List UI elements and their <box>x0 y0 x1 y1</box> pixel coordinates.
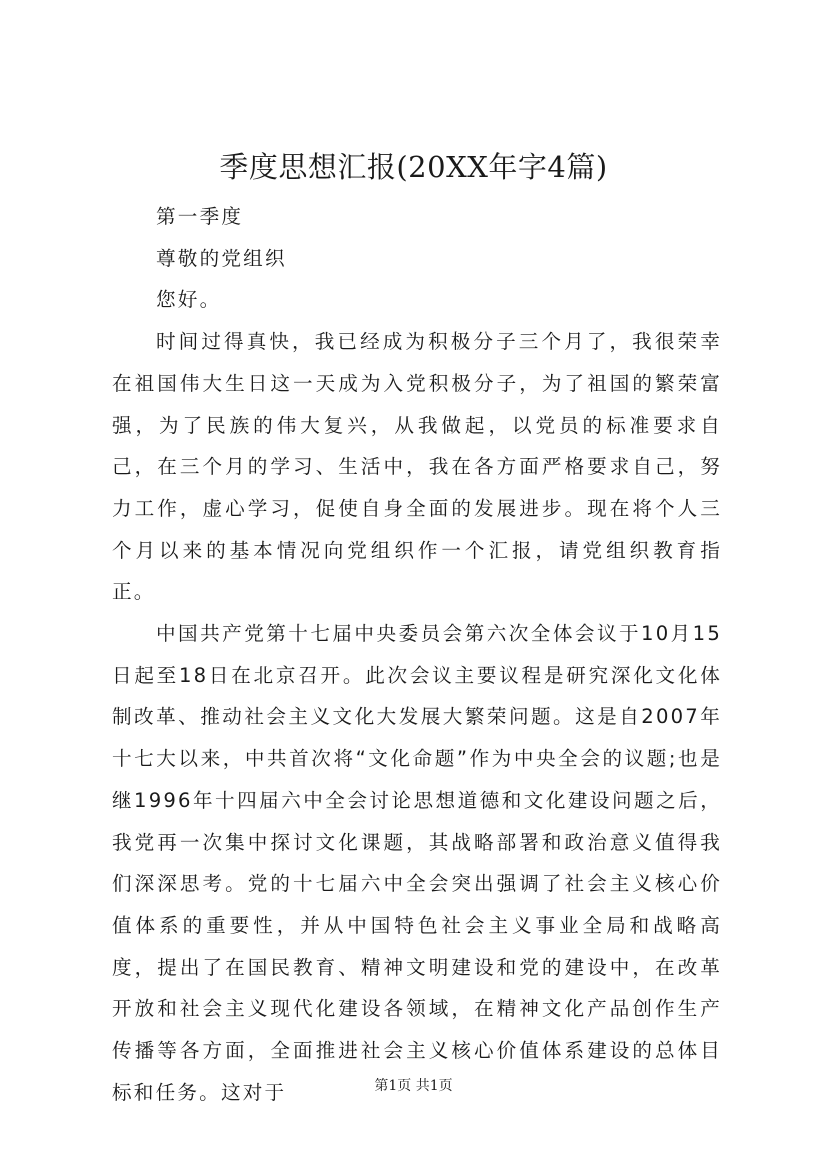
salutation: 尊敬的党组织 <box>156 246 287 270</box>
greeting: 您好。 <box>156 288 222 312</box>
body-paragraph: 时间过得真快，我已经成为积极分子三个月了，我很荣幸在祖国伟大生日这一天成为入党积极分子，为了祖国的繁荣富强，为了民族的伟大复兴，从我做起，以党员的标准要求自己，在三个月的学习、生活中，我在各方面严格要求自己，努力工作，虚心学习，促使自身全面的发展进步。现在将个人三个月以来的基本情况向党组织作一个汇报，请党组织教育指正。 <box>112 330 722 604</box>
document-title: 季度思想汇报(20XX年字4篇) <box>219 150 608 184</box>
section-heading: 第一季度 <box>156 205 244 228</box>
page-footer: 第1页 共1页 <box>374 1078 453 1094</box>
body-paragraph: 中国共产党第十七届中央委员会第六次全体会议于10月15日起至18日在北京召开。此次会议主要议程是研究深化文化体制改革、推动社会主义文化大发展大繁荣问题。这是自2007年十七大以来，中共首次将“文化命题”作为中央全会的议题;也是继1996年十四届六中全会讨论思想道德和文化建设问题之后，我党再一次集中探讨文化课题，其战略部署和政治意义值得我们深深思考。党的十七届六中全会突出强调了社会主义核心价值体系的重要性，并从中国特色社会主义事业全局和战略高度，提出了在国民教育、精神文明建设和党的建设中，在改革开放和社会主义现代化建设各领域，在精神文化产品创作生产传播等各方面，全面推进社会主义核心价值体系建设的总体目标和任务。这对于 <box>112 622 722 1104</box>
document-body <box>112 196 722 1113</box>
